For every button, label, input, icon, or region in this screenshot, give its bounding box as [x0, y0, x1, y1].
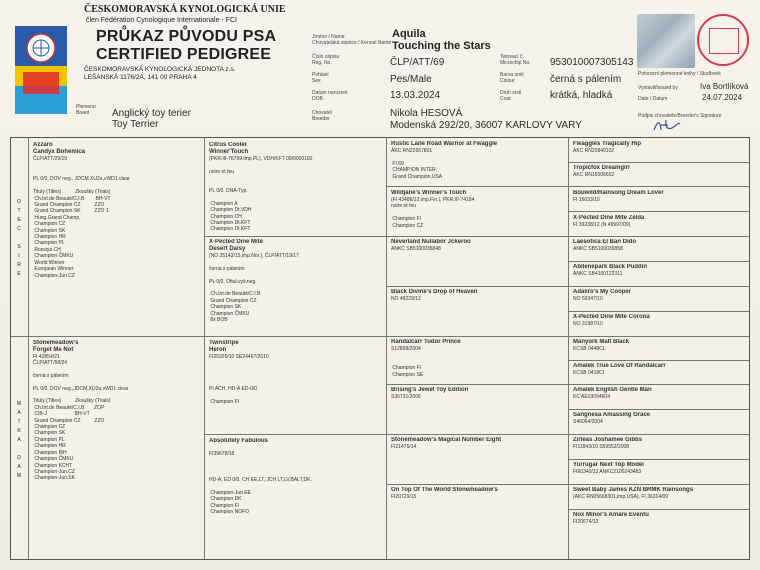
g4-cell	[573, 165, 747, 185]
dog-name-line2: Touching the Stars	[392, 40, 491, 52]
ancestor-details: AKC RN22667801 FI 69 CHAMPION INTER. Grand Champion,USA	[391, 148, 443, 180]
dob-label: Datum narození DOB	[312, 90, 348, 102]
pedigree-table	[10, 137, 750, 560]
breed-cz: Anglický toy terier	[112, 108, 191, 119]
ancestor-name: Tropicfox Dreamgirl	[573, 165, 630, 171]
breeder-signature	[652, 118, 682, 137]
grandparent-name: Twinstripe Heron	[209, 340, 239, 353]
grandparent-cell	[209, 142, 383, 234]
reg-number: ČLP/ATT/69	[390, 57, 445, 68]
ancestor-details: (FI 43486/12,imp.Fin.), PKR.III-74184 noire et feu Champion FI Champion CZ	[391, 197, 475, 229]
ancestor-details: NO 31987/10	[573, 321, 603, 327]
ancestor-name: Abilenepark Black Puddin	[573, 264, 648, 270]
title-czech: PRŮKAZ PŮVODU PSA	[96, 28, 277, 45]
ancestor-details: FI21475/14	[391, 444, 417, 450]
ancestor-name: Amalek English Gentle Man	[573, 387, 652, 393]
ancestor-details: (AKC RN05668301,imp.USA), FI 36314/09	[573, 494, 669, 500]
ancestor-name: Randalcarr Tudor Prince	[391, 339, 461, 345]
chip-label: Tetovací č. Microchip No.	[500, 54, 531, 66]
grandparent-reg: (NO 35143/15,imp.Nor.), ČLP/ATT/19/17	[209, 253, 299, 259]
dam-cell	[33, 340, 201, 556]
ancestor-details: KC AE03094604	[573, 394, 610, 400]
ancestor-name: On Top Of The World Stonemeadow's	[391, 487, 498, 493]
ancestor-name: Amalek True Love Of Randalcarr	[573, 363, 666, 369]
color-value: černá s pálením	[550, 74, 622, 85]
ancestor-name: Black Divine's Drop of Heaven	[391, 289, 478, 295]
great-grandparent-cell	[391, 437, 565, 481]
breeder-name: Nikola HESOVÁ	[390, 108, 463, 119]
ancestor-details: S46064/2004	[573, 419, 603, 425]
title-english: CERTIFIED PEDIGREE	[96, 46, 272, 63]
grandparent-details: PI ACH, HD-A ED-0/0 Champion FI	[209, 386, 258, 405]
g4-cell	[573, 487, 747, 507]
g4-cell	[573, 387, 747, 407]
grandparent-name: Citrus Cooler Winner'Touch	[209, 142, 249, 155]
dog-name-line1: Aquila	[392, 28, 426, 40]
ancestor-name: Wildjane's Winner's Touch	[391, 190, 467, 196]
great-grandparent-cell	[391, 289, 565, 333]
breeder-address: Modenská 292/20, 36007 KARLOVY VARY	[390, 120, 582, 131]
ancestor-details: ANKC SB4100122311	[573, 271, 623, 277]
ancestor-details: ANKC SB5100035848	[391, 246, 441, 252]
ancestor-details: S12898/2004 Champion FI Champion SE	[391, 346, 424, 378]
dob-value: 13.03.2024	[390, 90, 441, 101]
sire-side-label: O T E C S I R E	[17, 199, 21, 277]
grandparent-reg: (PKR.III-76799,imp.PL), VDH/KFT 09/0000182	[209, 156, 313, 162]
ancestor-details: S36731/2006	[391, 394, 421, 400]
g4-cell	[573, 412, 747, 432]
ancestor-details: FI 16033/10	[573, 197, 600, 203]
ancestor-name: X-Pected Dine Mite Zelda	[573, 215, 645, 221]
g4-cell	[573, 215, 747, 235]
grandparent-details: FI39678/18 HD-A, ED 0/0, CH EE,LT, JCH LT,LV,BALT,DK. Champion-Jun.EE Champion DK Champion FI Champion NOFO	[209, 451, 312, 516]
g4-cell	[573, 339, 747, 359]
ancestor-details: NO 48229/12	[391, 296, 421, 302]
chip-number: 953010007305143	[550, 57, 634, 68]
date-label: Date / Datum	[638, 96, 668, 102]
ancestor-name: Brising's Jewel Toy Edition	[391, 387, 469, 393]
ancestor-details: FI20729/15	[391, 494, 417, 500]
hologram-sticker-icon	[637, 14, 695, 68]
studbook-stamp-icon	[697, 14, 749, 66]
grandparent-reg: FI25325/10 SE24467/2010	[209, 354, 269, 360]
studbook-label: Potvrzení plemenné knihy / Studbook	[638, 71, 721, 77]
name-label: Jméno / Name Chovatelská stanice / Kennel Name	[312, 34, 392, 46]
g4-cell	[573, 190, 747, 210]
g4-cell	[573, 239, 747, 259]
breeder-signature-label: Podpis chovatele/Breeder's Signature	[638, 113, 722, 119]
g4-cell	[573, 314, 747, 334]
sex-label: Pohlaví Sex	[312, 72, 329, 84]
grandparent-details: noire et feu PL 0/0, DNA-Typ. Champion A Champion Dt.VDH Champion CH Champion Dt.KFT Champion Dt.KFT	[209, 168, 252, 233]
coat-value: krátká, hladká	[550, 90, 613, 101]
great-grandparent-cell	[391, 339, 565, 383]
g4-cell	[573, 437, 747, 457]
cmku-fci-logo-icon	[15, 26, 67, 114]
breed-en: Toy Terrier	[112, 119, 159, 130]
grandparent-details: černá s pálením PL 0/0, Oftal.vyš.neg. Ch.Int.de Beauté/C.I.B Grand Champion CZ Champion SK Champion ČMKU 8x BOB	[209, 265, 261, 324]
grandparent-cell	[209, 438, 383, 556]
g4-cell	[573, 462, 747, 482]
g4-cell	[573, 363, 747, 383]
breed-label: Plemeno Breed	[76, 104, 96, 116]
sire-details: PL 0/0, DOV neg., JDCM,XU2a,vWD1 clear Tituly (Titles) Zkoušky (Trials) Ch.Int.de Beauté/C.I.B BH-VT Grand Champion CZ ZZO Grand Champion SK ZZO 1 Hung.Grand Champ. Champion CZ Champion SK Champion HR Champion PL Rossiya CH Champion ČMKU World Winner European Winner Champion-Jun.CZ	[33, 176, 130, 279]
ancestor-name: Yurrugar Next Top Model	[573, 462, 644, 468]
sex-value: Pes/Male	[390, 74, 432, 85]
great-grandparent-cell	[391, 141, 565, 185]
ancestor-name: Adaliro's My Cooper	[573, 289, 632, 295]
ancestor-details: ANKC SB5100035858	[573, 246, 623, 252]
reg-label: Číslo zápisu Reg. No.	[312, 54, 340, 66]
grandparent-cell	[209, 340, 383, 432]
grandparent-name: X-Pected Dine Mite Desert Daisy	[209, 239, 264, 252]
ancestor-name: Nox Minor's Amare Eventu	[573, 512, 649, 518]
great-grandparent-cell	[391, 487, 565, 531]
dam-reg: FI 42854/21 ČLP/ATT/58/24	[33, 354, 68, 367]
jednota-address: LEŠANSKÁ 1176/2A, 141 00 PRAHA 4	[84, 74, 197, 81]
ancestor-name: Neverland Nullabor Jckeroo	[391, 239, 471, 245]
great-grandparent-cell	[391, 239, 565, 283]
ancestor-name: Sangnesa Amassing Grace	[573, 412, 651, 418]
issuer-label: Vystavil/Issued by	[638, 85, 678, 91]
g4-cell	[573, 264, 747, 284]
grandparent-name: Absolutely Fabulous	[209, 438, 269, 444]
ancestor-details: AKC RN16506602	[573, 172, 615, 178]
dam-details: černá s pálením PL 0/0, DOV neg.,JDCM,XU2a,vWD1 clear Tituly (Titles) Zkoušky (Trials) Ch.Int.de Beauté/C.I.B ZOP CIB-J BH-VT Grand Champion CZ ZZO Champion CZ Champion SK Champion PL Champion HR Champion BiH Champion ČMKU Champion KCHT Champion-Jun.CZ Champion-Jun.SK	[33, 372, 129, 482]
grandparent-cell	[209, 239, 383, 334]
g4-cell	[573, 512, 747, 532]
breeder-label: Chovatel Breeder	[312, 110, 332, 122]
coat-label: Druh srsti Coat	[500, 90, 522, 102]
ancestor-name: Stonemeadow's Magical Number Eight	[391, 437, 502, 443]
ancestor-name: Fwaggles Tragically Hip	[573, 141, 642, 147]
ancestor-details: FI11843/10 S59552/2008	[573, 444, 630, 450]
ancestor-details: KCSB 0418CI	[573, 370, 605, 376]
great-grandparent-cell	[391, 387, 565, 431]
ancestor-name: X-Pected Dine Mite Corona	[573, 314, 650, 320]
dam-name: Stonemeadow's Forget Me Not	[33, 340, 79, 353]
issue-date: 24.07.2024	[702, 93, 743, 102]
ancestor-details: AKC RN20849102	[573, 148, 615, 154]
g4-cell	[573, 141, 747, 161]
ancestor-name: Manyork Malt Black	[573, 339, 630, 345]
dam-side-label: M A T K A D A M	[16, 401, 22, 479]
ancestor-details: NO 59347/10	[573, 296, 603, 302]
ancestor-name: Sweet Baby James KZN BRMK Rainsongs	[573, 487, 694, 493]
ancestor-details: FI60340/13 ANKC2100243483	[573, 469, 642, 475]
great-grandparent-cell	[391, 190, 565, 234]
ancestor-name: Zirleas Joshamee Gibbs	[573, 437, 643, 443]
ancestor-details: FI 39238/12 (N 49997/09)	[573, 222, 631, 228]
ancestor-name: Bouwild/Rainsong Dream Lover	[573, 190, 664, 196]
sire-cell	[33, 142, 201, 334]
g4-cell	[573, 289, 747, 309]
ancestor-name: Laesotica El Ban Dido	[573, 239, 637, 245]
sire-reg: ČLP/ATT/29/19	[33, 156, 68, 162]
ancestor-details: KCSB 0448CL	[573, 346, 606, 352]
ancestor-name: Rustic Lane Road Warrior at Fwaggle	[391, 141, 498, 147]
color-label: Barva srsti Colour	[500, 72, 524, 84]
jednota-name: ČESKOMORAVSKÁ KYNOLOGICKÁ JEDNOTA z.s.	[84, 66, 236, 73]
sire-name: Azzaro Candyx Bohemica	[33, 142, 86, 155]
ancestor-details: FI20674/13	[573, 519, 599, 525]
org-title: ČESKOMORAVSKÁ KYNOLOGICKÁ UNIE	[84, 4, 286, 15]
issuer-name: Iva Bortlíková	[700, 82, 749, 91]
fci-membership: člen Fédération Cynologique Internationale - FCI	[86, 17, 237, 24]
